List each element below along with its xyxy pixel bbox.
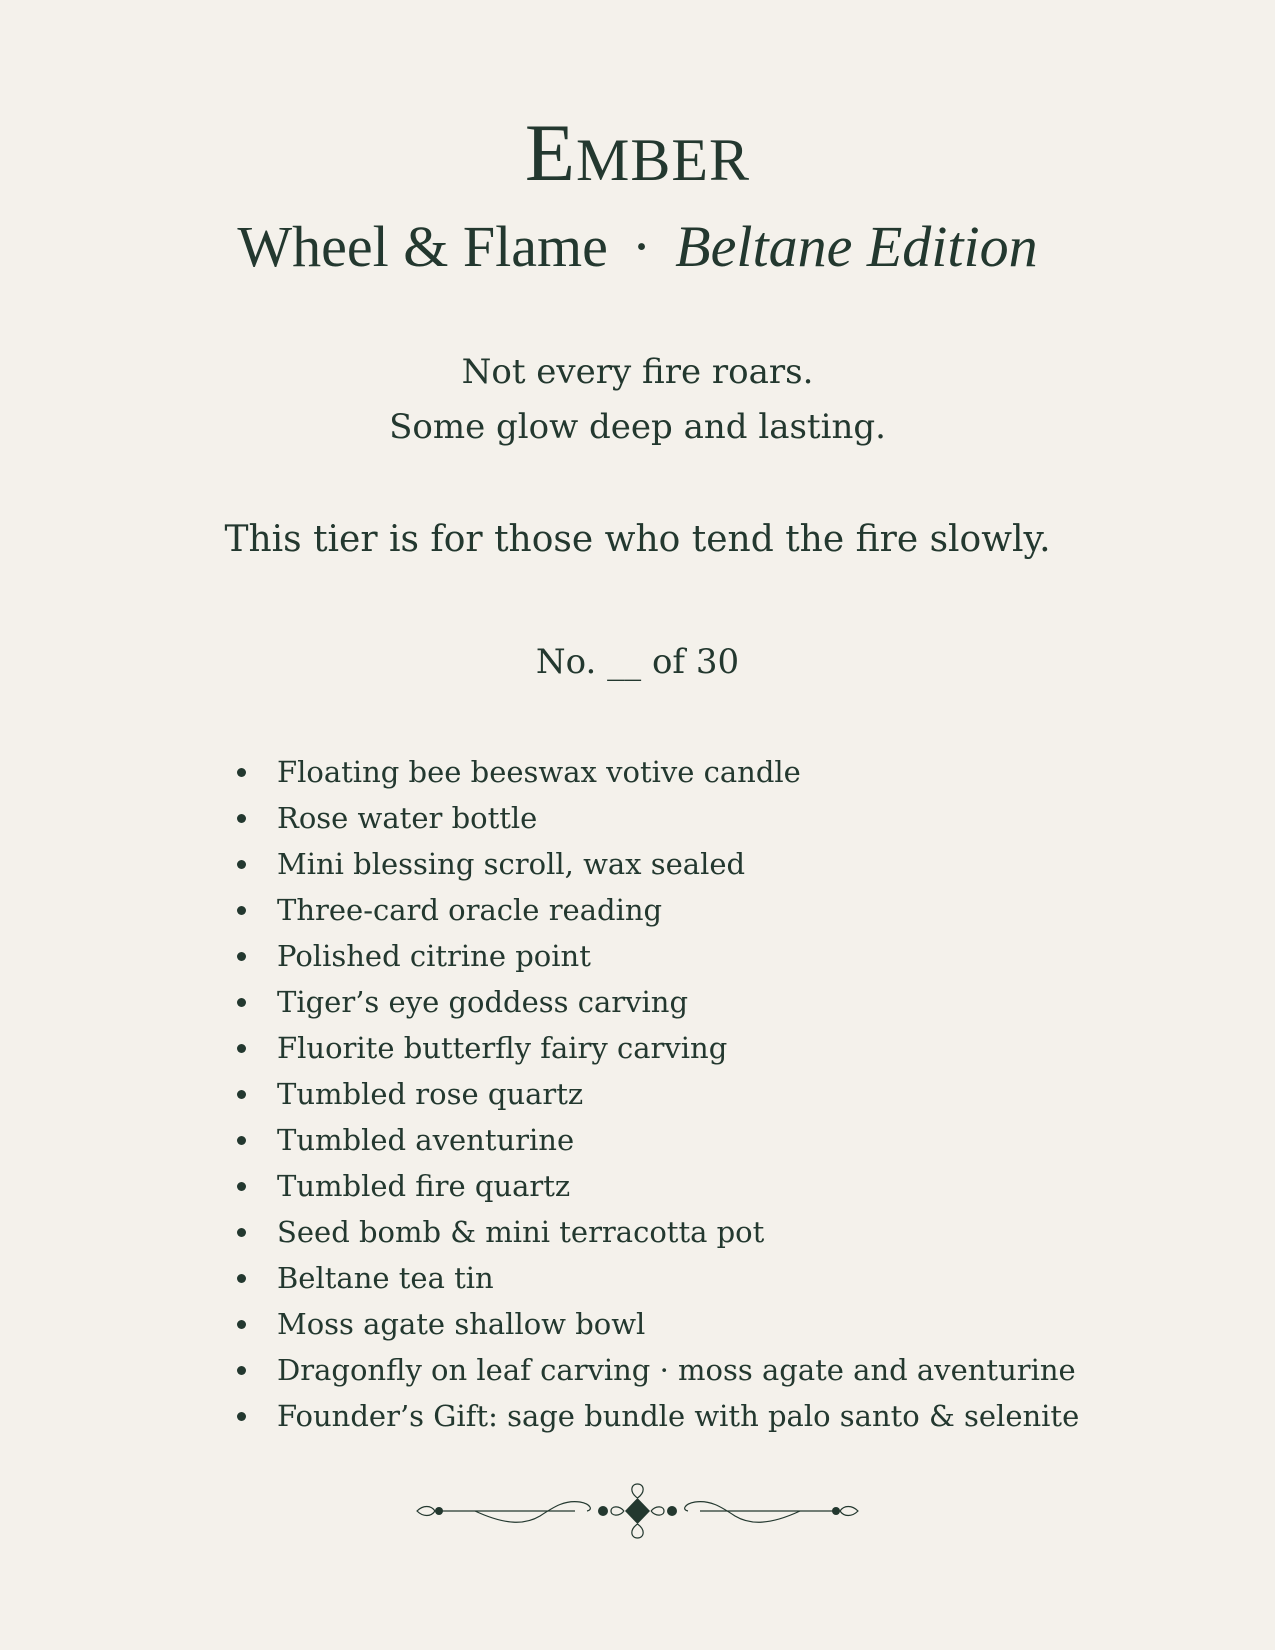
list-item [235, 1123, 1079, 1172]
list-item-label: Tumbled fire quartz [277, 1169, 571, 1203]
bullet-icon [237, 952, 246, 961]
list-item-label: Three-card oracle reading [277, 893, 663, 927]
title-initial: E [524, 107, 577, 198]
list-item [235, 985, 1079, 1034]
subtitle [0, 214, 1275, 279]
list-item-label: Moss agate shallow bowl [277, 1307, 646, 1341]
bullet-icon [237, 906, 246, 915]
tagline-line-3: This tier is for those who tend the fire slowly. [224, 519, 1051, 560]
list-item-label: Beltane tea tin [277, 1261, 494, 1295]
list-item-label: Tiger’s eye goddess carving [277, 985, 689, 1019]
list-item-label: Rose water bottle [277, 801, 538, 835]
list-item [235, 801, 1079, 850]
bullet-icon [237, 1044, 246, 1053]
tagline-line-2: Some glow deep and lasting. [389, 407, 886, 447]
bullet-icon [237, 1182, 246, 1191]
list-item [235, 1215, 1079, 1264]
item-list [235, 755, 1080, 1448]
list-item [235, 1307, 1079, 1356]
title-rest: MBER [576, 127, 751, 193]
flourish-divider-icon [415, 1480, 860, 1540]
list-item [235, 1261, 1079, 1310]
bullet-icon [237, 768, 246, 777]
bullet-icon [237, 1412, 246, 1421]
list-item [235, 1353, 1079, 1402]
bullet-icon [237, 1366, 246, 1375]
list-item-label: Tumbled rose quartz [277, 1077, 584, 1111]
list-item-label: Floating bee beeswax votive candle [277, 755, 801, 789]
tagline-line-1: Not every fire roars. [461, 352, 814, 392]
bullet-icon [237, 1228, 246, 1237]
subtitle-edition: Beltane Edition [675, 214, 1038, 279]
bullet-icon [237, 814, 246, 823]
list-item [235, 847, 1079, 896]
list-item [235, 1031, 1079, 1080]
list-item [235, 1399, 1080, 1448]
list-item [235, 939, 1079, 988]
list-item-label: Founder’s Gift: sage bundle with palo santo & selenite [277, 1399, 1080, 1433]
list-item [235, 893, 1079, 942]
bullet-icon [237, 998, 246, 1007]
bullet-icon [237, 1090, 246, 1099]
list-item [235, 755, 1079, 804]
subtitle-separator: · [631, 214, 652, 279]
bullet-icon [237, 1136, 246, 1145]
bullet-icon [237, 1274, 246, 1283]
list-item-label: Dragonfly on leaf carving · moss agate and aventurine [277, 1353, 1076, 1387]
page-title [0, 107, 1275, 198]
subtitle-main: Wheel & Flame [237, 214, 608, 279]
list-item-label: Tumbled aventurine [277, 1123, 575, 1157]
list-item [235, 1077, 1079, 1126]
list-item [235, 1169, 1079, 1218]
edition-number: No. __ of 30 [535, 642, 740, 682]
bullet-icon [237, 860, 246, 869]
list-item-label: Seed bomb & mini terracotta pot [277, 1215, 765, 1249]
list-item-label: Fluorite butterfly fairy carving [277, 1031, 728, 1065]
list-item-label: Polished citrine point [277, 939, 591, 973]
list-item-label: Mini blessing scroll, wax sealed [277, 847, 746, 881]
bullet-icon [237, 1320, 246, 1329]
